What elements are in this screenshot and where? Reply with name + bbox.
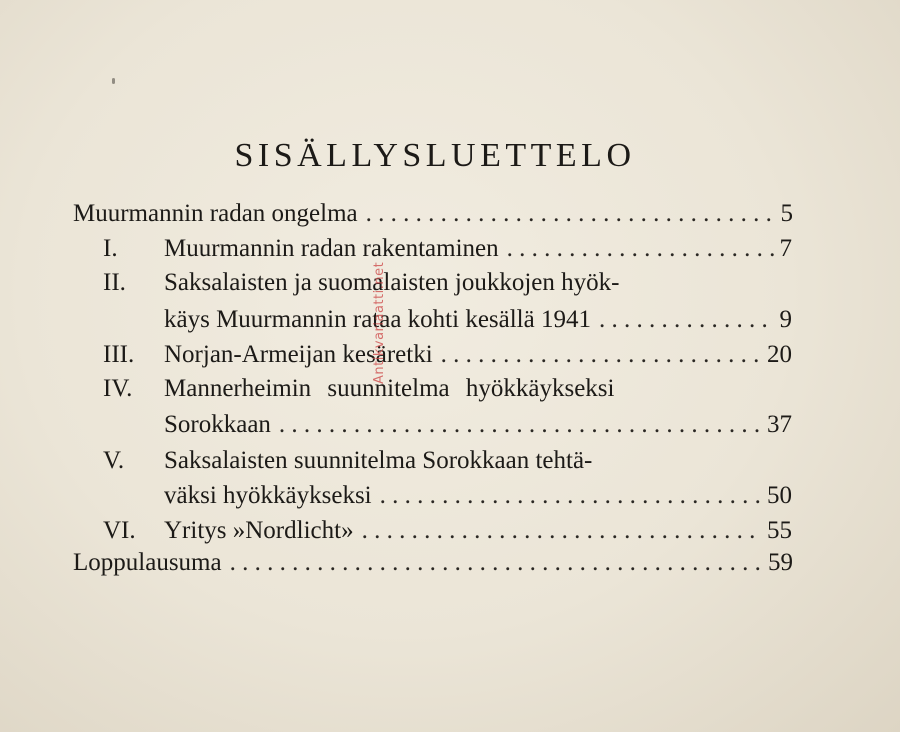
toc-entry xyxy=(164,269,764,301)
toc-entry xyxy=(164,306,792,338)
dot-leader xyxy=(599,306,774,334)
toc-entry xyxy=(164,341,792,373)
toc-entry-text: Muurmannin radan ongelma xyxy=(73,200,358,227)
toc-entry xyxy=(164,482,792,514)
dot-leader xyxy=(230,549,762,577)
toc-entry xyxy=(164,411,792,443)
toc-entry-text: käys Muurmannin rataa kohti kesällä 1941 xyxy=(164,306,591,333)
toc-entry-text: Muurmannin radan rakentaminen xyxy=(164,235,499,262)
chapter-number: II. xyxy=(103,269,126,296)
dot-leader xyxy=(507,235,774,263)
chapter-number: I. xyxy=(103,235,118,262)
toc-entry xyxy=(164,235,792,267)
toc-entry xyxy=(164,375,784,407)
toc-entry xyxy=(164,517,792,549)
toc-entry-text: Yritys »Nordlicht» xyxy=(164,517,354,544)
toc-entry-text: Loppulausuma xyxy=(73,549,222,576)
toc-entry xyxy=(73,549,793,581)
toc-entry-page: 37 xyxy=(767,411,792,438)
dot-leader xyxy=(380,482,761,510)
toc-entry-page: 50 xyxy=(767,482,792,509)
toc-entry-page: 5 xyxy=(780,200,793,227)
dot-leader xyxy=(362,517,761,545)
chapter-number: VI. xyxy=(103,517,136,544)
toc-entry-page: 59 xyxy=(768,549,793,576)
toc-entry xyxy=(73,200,793,232)
toc-entry-page: 9 xyxy=(779,306,792,333)
toc-entry-text: Saksalaisten ja suomalaisten joukkojen hyök- xyxy=(164,269,620,296)
page-title: SISÄLLYSLUETTELO xyxy=(234,136,636,174)
dot-leader xyxy=(366,200,775,228)
toc-entry-text: Saksalaisten suunnitelma Sorokkaan tehtä- xyxy=(164,447,593,474)
chapter-number: IV. xyxy=(103,375,133,402)
dot-leader xyxy=(441,341,761,369)
toc-entry-text: Sorokkaan xyxy=(164,411,271,438)
watermark: Antikvariaatti.net xyxy=(372,261,387,384)
toc-entry-page: 55 xyxy=(767,517,792,544)
toc-entry-text: Norjan-Armeijan kesäretki xyxy=(164,341,433,368)
dot-leader xyxy=(279,411,761,439)
toc-entry-text: Mannerheimin suunnitelma hyökkäykseksi xyxy=(164,375,615,402)
toc-entry xyxy=(164,447,784,479)
chapter-number: V. xyxy=(103,447,125,474)
toc-entry-text: väksi hyökkäykseksi xyxy=(164,482,372,509)
chapter-number: III. xyxy=(103,341,135,368)
toc-entry-page: 20 xyxy=(767,341,792,368)
toc-entry-page: 7 xyxy=(779,235,792,262)
